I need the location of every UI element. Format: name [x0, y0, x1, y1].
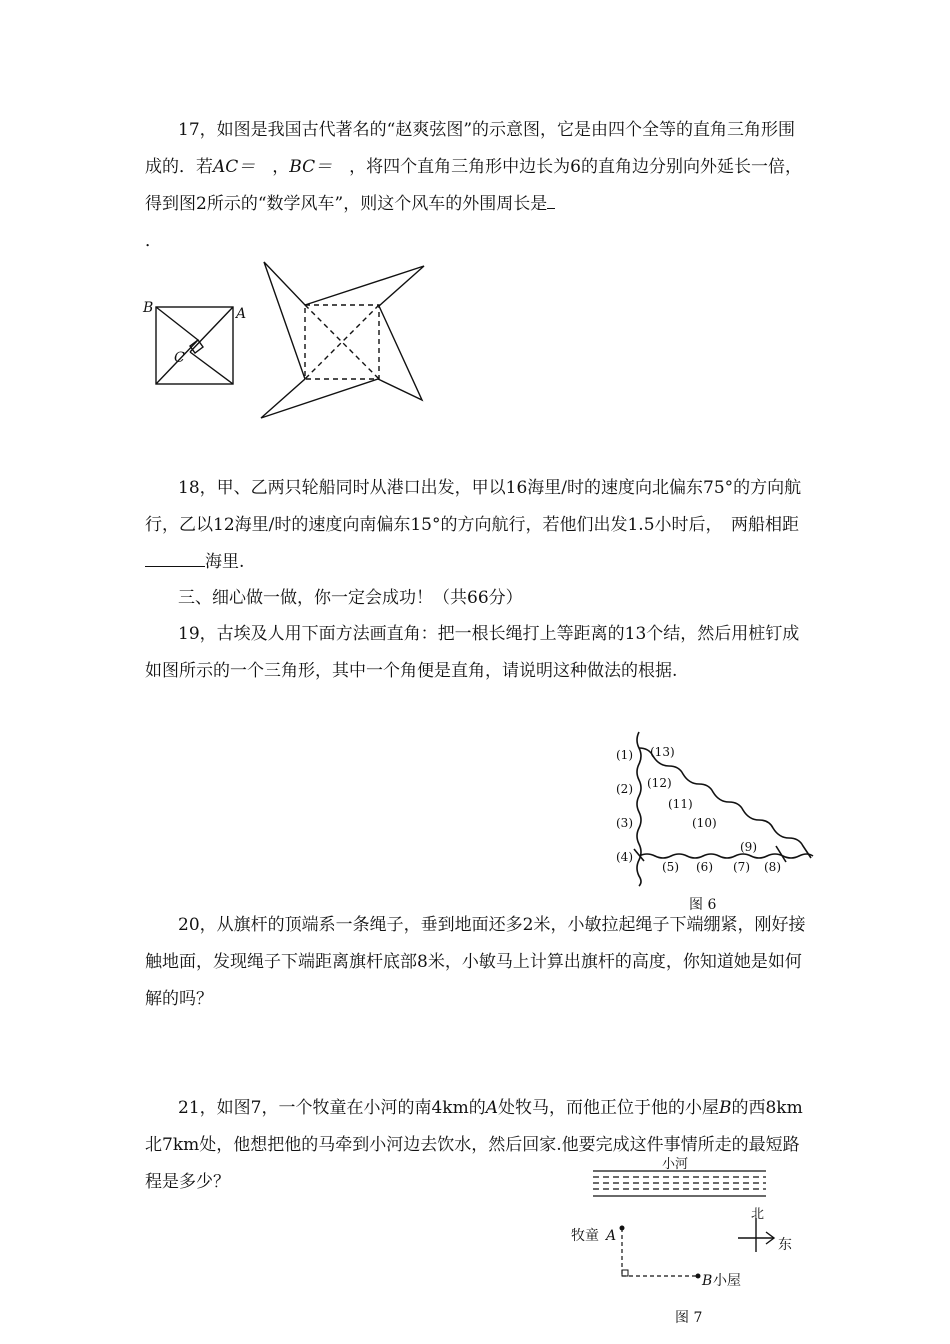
- knot-5: (5): [662, 860, 679, 874]
- knot-6: (6): [696, 860, 713, 874]
- knot-1: (1): [616, 748, 633, 762]
- question-text: 如图是我国古代著名的“赵爽弦图”的示意图，它是由四个全等的直角三角形围成的．若: [145, 120, 796, 177]
- question-17: 17，如图是我国古代著名的“赵爽弦图”的示意图，它是由四个全等的直角三角形围成的．若AC＝ ，BC＝ ，将四个直角三角形中边长为6的直角边分别向外延长一倍，得到图2所示的“数学风车”，则这个风车的外围周长是 ．: [145, 120, 802, 251]
- label-c: C: [174, 350, 185, 366]
- compass: [738, 1218, 774, 1252]
- east-label: 东: [778, 1237, 792, 1253]
- question-number: 17，: [178, 120, 217, 140]
- question-text: 古埃及人用下面方法画直角：把一根长绳打上等距离的13个结，然后用桩钉成如图所示的一个三角形，其中一个角便是直角，请说明这种做法的根据.: [145, 624, 800, 681]
- figure-6-caption: 图 6: [689, 897, 717, 913]
- herder-label: 牧童: [571, 1228, 599, 1244]
- knot-4: (4): [616, 850, 633, 864]
- question-text: 的西8km北7km处，他想把他的马牵到小河边去饮水，然后回家.他要完成这件事情所走的最短路程是多少？: [145, 1098, 803, 1192]
- knot-11: (11): [668, 797, 693, 811]
- label-a: A: [236, 306, 247, 322]
- knot-9: (9): [740, 840, 757, 854]
- ac-label: AC＝: [213, 157, 256, 177]
- point-b-dot: [696, 1274, 701, 1279]
- knot-10: (10): [692, 816, 717, 830]
- figure-7-caption: 图 7: [675, 1310, 703, 1326]
- point-a: A: [485, 1098, 498, 1118]
- point-a-label: A: [606, 1228, 617, 1244]
- question-18: 18，甲、乙两只轮船同时从港口出发，甲以16海里/时的速度向北偏东75°的方向航行，乙以12海里/时的速度向南偏东15°的方向航行，若他们出发1.5小时后， 两船相距海里.: [145, 478, 802, 572]
- north-label: 北: [751, 1207, 765, 1222]
- path-lines: [622, 1228, 698, 1276]
- point-b: B: [718, 1098, 732, 1118]
- question-number: 20，: [178, 915, 217, 935]
- point-a-dot: [620, 1226, 625, 1231]
- question-text: 甲、乙两只轮船同时从港口出发，甲以16海里/时的速度向北偏东75°的方向航行，乙以12海里/时的速度向南偏东15°的方向航行，若他们出发1.5小时后， 两船相距: [145, 478, 802, 535]
- bc-label: BC＝: [289, 157, 333, 177]
- point-b-label: B: [702, 1273, 713, 1289]
- knot-3: (3): [616, 816, 633, 830]
- knot-8: (8): [764, 860, 781, 874]
- hut-label: 小屋: [713, 1273, 741, 1289]
- question-number: 19，: [178, 624, 217, 644]
- question-text: 处牧马，而他正位于他的小屋: [497, 1098, 719, 1118]
- question-text: 如图7，一个牧童在小河的南4km的: [216, 1098, 486, 1118]
- river: [593, 1171, 766, 1196]
- knot-13: (13): [650, 745, 675, 759]
- river-label: 小河: [662, 1157, 689, 1172]
- question-number: 21，: [178, 1098, 217, 1118]
- question-text: ，将四个直角三角形中边长为6的直角边分别向外延长一倍，得到图2所示的“数学风车”，则这个风车的外围周长是: [145, 157, 802, 214]
- question-text: 从旗杆的顶端系一条绳子，垂到地面还多2米，小敏拉起绳子下端绷紧，刚好接触地面，发现绳子下端距离旗杆底部8米，小敏马上计算出旗杆的高度，你知道她是如何解的吗？: [145, 915, 806, 1009]
- question-number: 18，: [178, 478, 217, 498]
- knot-12: (12): [647, 776, 672, 790]
- knot-2: (2): [616, 782, 633, 796]
- knot-7: (7): [733, 860, 750, 874]
- label-b: B: [143, 300, 154, 316]
- section-heading: 三、细心做一做，你一定会成功！（共66分）: [178, 588, 523, 608]
